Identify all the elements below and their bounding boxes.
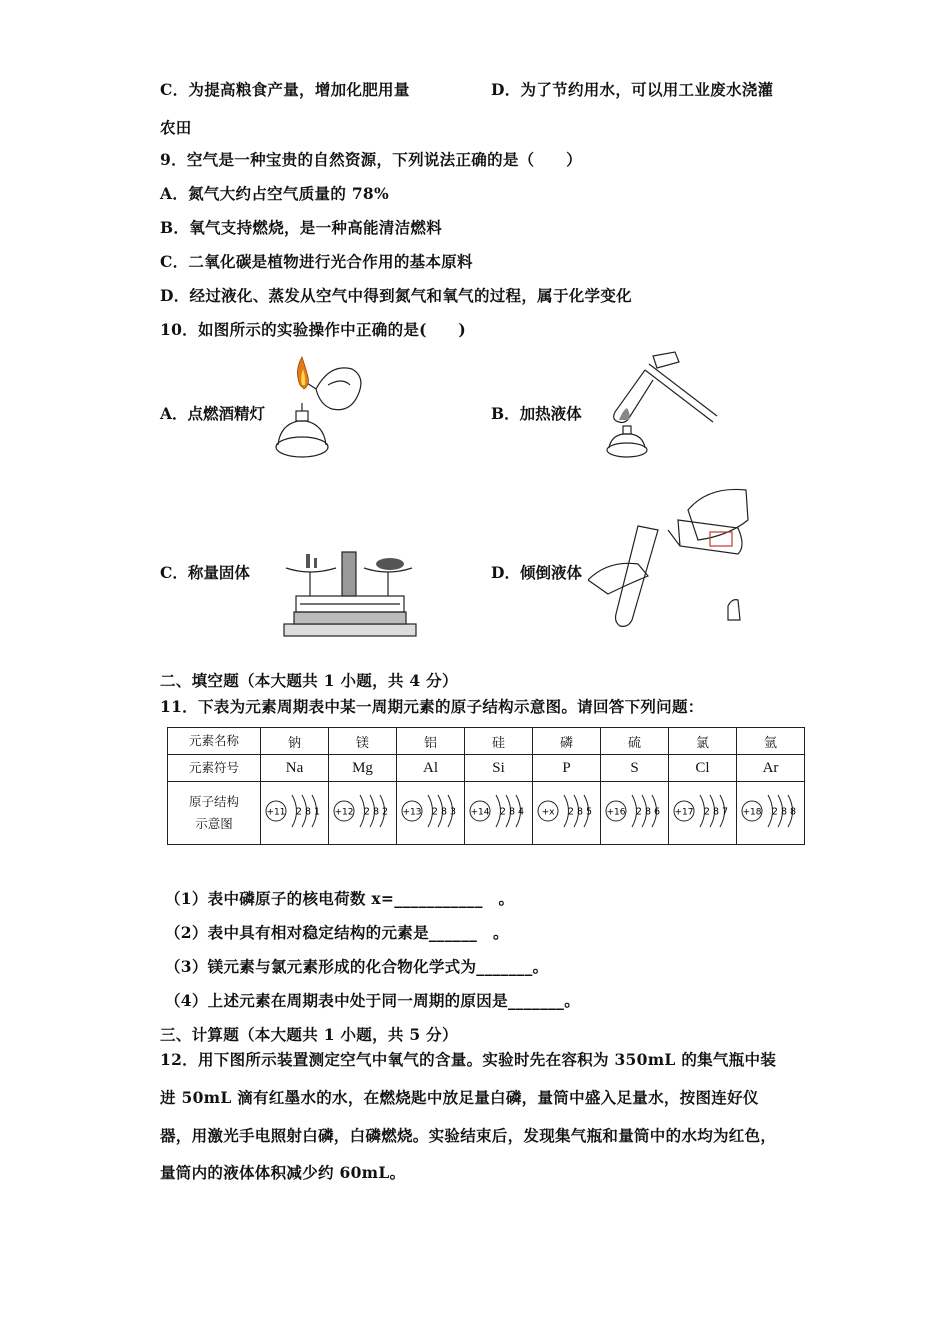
row-label-symbol: 元素符号 (168, 755, 261, 782)
row-label-structure (168, 782, 261, 845)
atom-diagram-cell (737, 782, 805, 845)
electron-counts: 2 8 6 (635, 806, 660, 818)
element-name-cell: 硫 (601, 728, 669, 755)
balance-weighing-figure (280, 546, 420, 638)
heating-liquid-figure (605, 350, 720, 465)
q11-stem: 11．下表为元素周期表中某一周期元素的原子结构示意图。请回答下列问题： (160, 697, 704, 716)
element-name-cell: 氩 (737, 728, 805, 755)
element-name-cell: 铝 (397, 728, 465, 755)
q11-sub2: （2）表中具有相对稳定结构的元素是______ 。 (165, 923, 509, 942)
nucleus-charge: +x (541, 807, 554, 818)
nucleus-charge: +17 (674, 807, 693, 818)
q9-option-d: D．经过液化、蒸发从空气中得到氮气和氧气的过程，属于化学变化 (160, 286, 632, 305)
q9-option-b: B．氧气支持燃烧，是一种高能清洁燃料 (160, 218, 443, 237)
lighting-alcohol-lamp-figure (270, 355, 370, 465)
q12-line2: 进 50mL 滴有红墨水的水，在燃烧匙中放足量白磷，量筒中盛入足量水，按图连好仪 (160, 1088, 759, 1107)
q10-option-c: C．称量固体 (160, 563, 250, 582)
atom-structure-diagram (738, 786, 804, 836)
element-name-cell: 镁 (329, 728, 397, 755)
row-label-structure-line1: 原子结构 (188, 794, 239, 809)
element-name-cell: 钠 (261, 728, 329, 755)
q9-option-c: C．二氧化碳是植物进行光合作用的基本原料 (160, 252, 473, 271)
element-name-cell: 氯 (669, 728, 737, 755)
atom-structure-diagram (466, 786, 532, 836)
element-symbol-cell: Mg (329, 755, 397, 782)
element-symbol-cell: Ar (737, 755, 805, 782)
q10-option-b: B．加热液体 (491, 404, 582, 423)
row-label-structure-line2: 示意图 (195, 816, 233, 831)
q10-option-d: D．倾倒液体 (491, 563, 582, 582)
q8-option-d: D．为了节约用水，可以用工业废水浇灌 (491, 80, 774, 99)
nucleus-charge: +16 (606, 807, 625, 818)
pouring-liquid-figure (588, 480, 763, 630)
q11-sub3: （3）镁元素与氯元素形成的化合物化学式为_______。 (165, 957, 549, 976)
row-label-name: 元素名称 (168, 728, 261, 755)
q11-sub1: （1）表中磷原子的核电荷数 x=___________ 。 (165, 889, 515, 908)
q12-line3: 器，用激光手电照射白磷，白磷燃烧。实验结束后，发现集气瓶和量筒中的水均为红色， (160, 1126, 777, 1145)
atom-structure-diagram (330, 786, 396, 836)
q12-line4: 量筒内的液体体积减少约 60mL。 (160, 1163, 406, 1182)
atom-structure-diagram (534, 786, 600, 836)
nucleus-charge: +14 (470, 807, 489, 818)
element-symbol-cell: Si (465, 755, 533, 782)
atom-diagram-cell (533, 782, 601, 845)
atom-diagram-cell (329, 782, 397, 845)
atom-diagram-cell (261, 782, 329, 845)
nucleus-charge: +18 (742, 807, 761, 818)
nucleus-charge: +11 (266, 807, 285, 818)
q8-option-d-continued: 农田 (160, 118, 192, 137)
element-symbol-cell: Cl (669, 755, 737, 782)
atom-diagram-cell (601, 782, 669, 845)
electron-counts: 2 8 7 (703, 806, 728, 818)
element-symbol-cell: Al (397, 755, 465, 782)
table-row-names (168, 728, 805, 755)
atom-diagram-cell (669, 782, 737, 845)
q8-option-c: C．为提高粮食产量，增加化肥用量 (160, 80, 410, 99)
element-symbol-cell: P (533, 755, 601, 782)
electron-counts: 2 8 1 (295, 806, 320, 818)
q10-stem: 10．如图所示的实验操作中正确的是( ) (160, 320, 467, 339)
atom-structure-diagram (398, 786, 464, 836)
table-row-structures (168, 782, 805, 845)
q10-option-a: A．点燃酒精灯 (160, 404, 266, 423)
element-symbol-cell: S (601, 755, 669, 782)
electron-counts: 2 8 4 (499, 806, 524, 818)
section2-title: 二、填空题（本大题共 1 小题，共 4 分） (160, 671, 458, 690)
element-table (167, 727, 805, 845)
nucleus-charge: +13 (402, 807, 421, 818)
element-symbol-cell: Na (261, 755, 329, 782)
element-name-cell: 硅 (465, 728, 533, 755)
electron-counts: 2 8 2 (363, 806, 388, 818)
q9-option-a: A．氮气大约占空气质量的 78% (160, 184, 390, 203)
table-row-symbols (168, 755, 805, 782)
electron-counts: 2 8 3 (431, 806, 456, 818)
q11-sub4: （4）上述元素在周期表中处于同一周期的原因是_______。 (165, 991, 581, 1010)
electron-counts: 2 8 5 (567, 806, 592, 818)
element-name-cell: 磷 (533, 728, 601, 755)
q12-line1: 12．用下图所示装置测定空气中氧气的含量。实验时先在容积为 350mL 的集气瓶中装 (160, 1050, 777, 1069)
electron-counts: 2 8 8 (771, 806, 796, 818)
q9-stem: 9．空气是一种宝贵的自然资源，下列说法正确的是（ ） (160, 150, 582, 169)
atom-structure-diagram (670, 786, 736, 836)
atom-diagram-cell (397, 782, 465, 845)
nucleus-charge: +12 (334, 807, 353, 818)
section3-title: 三、计算题（本大题共 1 小题，共 5 分） (160, 1025, 458, 1044)
atom-structure-diagram (262, 786, 328, 836)
atom-structure-diagram (602, 786, 668, 836)
atom-diagram-cell (465, 782, 533, 845)
